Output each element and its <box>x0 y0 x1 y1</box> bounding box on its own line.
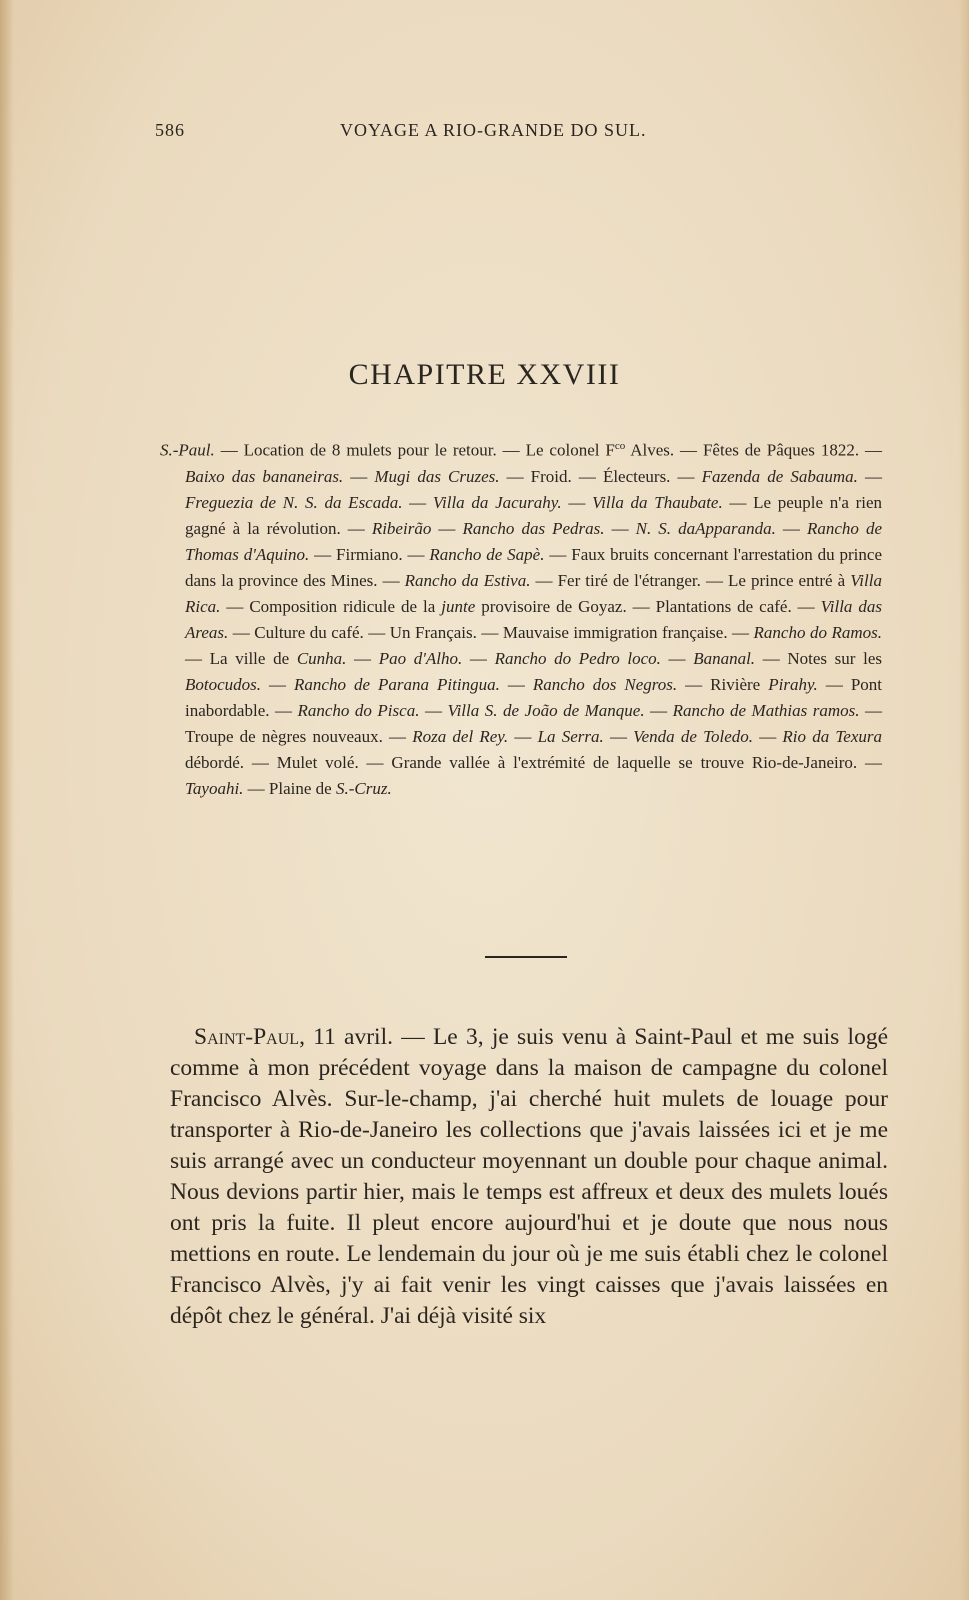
page-edge-right <box>959 0 969 1600</box>
summary-text: — Notes sur les <box>755 648 882 668</box>
summary-text: — <box>402 492 433 512</box>
summary-place-name: La Serra. <box>537 726 604 746</box>
summary-text: — Troupe de nègres nouveaux. — <box>185 700 883 746</box>
summary-text: débordé. — Mulet volé. — Grande vallée à l'extrémité de laquelle se trouve Rio-de-Janeiro. — <box>185 752 882 772</box>
summary-text: — <box>261 674 295 694</box>
summary-text: — <box>604 518 636 538</box>
summary-place-name: Rancho do Pisca. <box>297 700 420 720</box>
summary-place-name: Baixo das bananeiras. <box>185 466 344 486</box>
summary-text: — <box>346 648 379 668</box>
summary-place-name: N. S. daApparanda. <box>635 518 776 538</box>
summary-place-name: Venda de Toledo. <box>633 726 754 746</box>
summary-text: co <box>614 440 626 452</box>
summary-text: — <box>508 726 538 746</box>
summary-place-name: Rancho de Thomas d'Aquino. <box>185 518 883 564</box>
summary-place-name: Villa Rica. <box>185 570 882 616</box>
summary-place-name: Cunha. <box>296 648 347 668</box>
summary-text: — <box>644 700 673 720</box>
summary-place-name: Villa S. de João de Manque. <box>447 700 645 720</box>
summary-text: — Plaine de <box>243 778 336 798</box>
page-number: 586 <box>155 120 185 140</box>
summary-place-name: Pao d'Alho. <box>378 648 463 668</box>
summary-text: — Fer tiré de l'étranger. — Le prince entré à <box>530 570 851 590</box>
summary-text: — <box>753 726 783 746</box>
summary-text: — <box>499 674 533 694</box>
summary-place-name: Bananal. <box>693 648 756 668</box>
paragraph-text: , 11 avril. — Le 3, je suis venu à Saint-Paul et me suis logé comme à mon précédent voyage dans la maison de campagne du colonel Francisco Alvès. Sur-le-champ, j'ai cherché huit mulets de louage pour transporter à Rio-de-Janeiro les collections que j'avais laissées ici et je me suis arrangé avec un conducteur moyennant un double pour chaque animal. Nous devions partir hier, mais le temps est affreux et deux des mulets loués ont pris la fuite. Il pleut encore aujourd'hui et je doute que nous nous mettions en route. Le lendemain du jour où je me suis établi chez le colonel Francisco Alvès, j'y ai fait venir les vingt caisses que j'avais laissées en dépôt chez le général. J'ai déjà visité six <box>170 1024 888 1329</box>
summary-place-name: Villa da Jacurahy. <box>432 492 562 512</box>
summary-text: provisoire de Goyaz. — Plantations de café. — <box>475 596 821 616</box>
summary-text: — Composition ridicule de la <box>220 596 442 616</box>
summary-text: — <box>775 518 807 538</box>
summary-text: — Le peuple n'a rien gagné à la révolution. — <box>185 492 883 538</box>
summary-text: — <box>561 492 593 512</box>
section-divider <box>485 956 567 958</box>
summary-place-name: Rancho de Parana Pitingua. <box>294 674 500 694</box>
summary-place-name: Rancho das Pedras. <box>462 518 605 538</box>
summary-text: — <box>603 726 634 746</box>
summary-place-name: Rancho do Ramos. <box>753 622 882 642</box>
summary-text: — Firmiano. — <box>309 544 430 564</box>
chapter-title: CHAPITRE XXVIII <box>348 358 621 391</box>
summary-place-name: Ribeirão <box>371 518 432 538</box>
summary-place-name: Villa da Thaubate. <box>592 492 723 512</box>
summary-text: Alves. — Fêtes de Pâques 1822. — <box>625 440 882 460</box>
summary-text: — Froid. — Électeurs. — <box>499 466 702 486</box>
summary-text: — <box>660 648 694 668</box>
page-edge-left <box>0 0 14 1600</box>
summary-place-name: Pirahy. <box>768 674 818 694</box>
summary-text: — Pont inabordable. — <box>185 674 883 720</box>
summary-place-name: S.-Cruz. <box>335 778 392 798</box>
summary-place-name: Villa das Areas. <box>185 596 882 642</box>
summary-place-name: S.-Paul. <box>160 440 215 460</box>
summary-text: — Rivière <box>677 674 769 694</box>
summary-place-name: Rancho de Mathias ramos. <box>672 700 860 720</box>
place-lead: Saint-Paul <box>194 1024 300 1050</box>
summary-place-name: Botocudos. <box>185 674 262 694</box>
summary-place-name: Rancho da Estiva. <box>404 570 531 590</box>
summary-text: — <box>857 466 882 486</box>
summary-text: — <box>431 518 463 538</box>
running-head <box>155 120 695 144</box>
body-paragraph <box>170 1022 888 1332</box>
summary-text: — La ville de <box>185 648 297 668</box>
summary-text: — <box>462 648 495 668</box>
summary-place-name: junte <box>441 596 476 616</box>
summary-text: — Culture du café. — Un Français. — Mauvaise immigration française. — <box>228 622 754 642</box>
summary-place-name: Tayoahi. <box>185 778 244 798</box>
summary-text: — Location de 8 mulets pour le retour. — Le colonel F <box>214 440 615 460</box>
chapter-summary <box>160 433 882 802</box>
summary-place-name: Rancho dos Negros. <box>532 674 678 694</box>
summary-text: — <box>419 700 448 720</box>
running-title: VOYAGE A RIO-GRANDE DO SUL. <box>340 120 647 140</box>
summary-place-name: Roza del Rey. <box>412 726 509 746</box>
summary-place-name: Mugi das Cruzes. <box>374 466 500 486</box>
summary-text: — <box>343 466 375 486</box>
summary-text: — Faux bruits concernant l'arrestation du prince dans la province des Mines. — <box>185 544 882 590</box>
summary-place-name: Freguezia de N. S. da Escada. <box>185 492 403 512</box>
summary-place-name: Rancho do Pedro loco. <box>494 648 661 668</box>
summary-place-name: Fazenda de Sabauma. <box>701 466 858 486</box>
chapter-summary-text <box>160 433 883 802</box>
summary-place-name: Rancho de Sapè. <box>429 544 545 564</box>
summary-place-name: Rio da Texura <box>782 726 883 746</box>
